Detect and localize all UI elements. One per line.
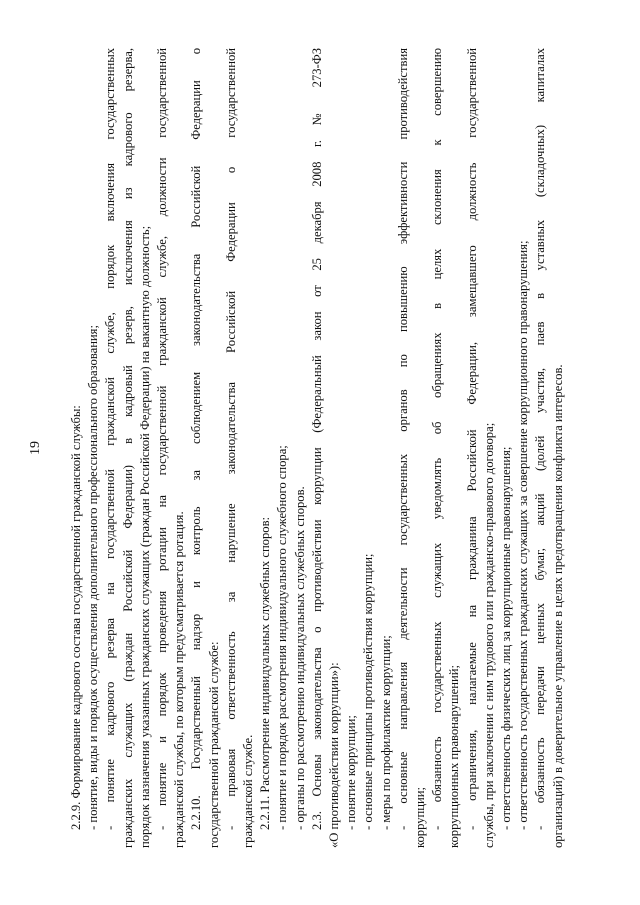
text-line: коррупционных правонарушений;	[447, 665, 462, 848]
text-line: коррупции;	[413, 787, 428, 848]
text-line: - меры по профилактике коррупции;	[378, 635, 393, 830]
text-line: - ответственность государственных гражданских служащих за совершение коррупционного правонарушения;	[516, 240, 531, 830]
text-line: 2.2.9. Формирование кадрового состава государственной гражданской службы:	[69, 405, 83, 830]
text-line: - понятие, виды и порядок осуществления дополнительного профессионального образования;	[86, 325, 101, 830]
page-number	[28, 428, 44, 468]
text-line: 2.3. Основы законодательства о противодействии коррупции (Федеральный закон от 25 декабря 2008 г. № 273-ФЗ	[309, 48, 324, 830]
text-line: «О противодействии коррупции»):	[327, 662, 342, 848]
page-number-text: 19	[28, 441, 43, 455]
text-line: 2.2.10. Государственный надзор и контроль за соблюдением законодательства Российской Федерации о	[189, 48, 204, 830]
text-line: - понятие и порядок проведения ротации на государственной гражданской службе, должности государственной	[155, 48, 170, 830]
text-line: - понятие коррупции;	[344, 715, 359, 830]
document-body	[68, 48, 588, 848]
text-line: - правовая ответственность за нарушение законодательства Российской Федерации о государственной	[223, 48, 238, 830]
text-line: порядок назначения указанных гражданских служащих (граждан Российской Федерации) на вакантную должность;	[137, 225, 152, 848]
text-line: 2.2.11. Рассмотрение индивидуальных служебных споров:	[258, 516, 273, 830]
text-line: - основные принципы противодействия коррупции;	[361, 553, 376, 830]
text-line: - ответственность физических лиц за коррупционные правонарушения;	[499, 446, 514, 830]
text-line: гражданской службе.	[241, 734, 256, 848]
text-line: - понятие и порядок рассмотрения индивидуального служебного спора;	[275, 445, 290, 830]
text-line: гражданской службы, по которым предусматривается ротация.	[172, 511, 187, 848]
text-line: государственной гражданской службе:	[206, 641, 221, 848]
text-line: - основные направления деятельности государственных органов по повышению эффективности противодействия	[395, 48, 410, 830]
text-line: гражданских служащих (граждан Российской Федерации) в кадровый резерв, исключения из кадрового резерва,	[120, 48, 135, 848]
text-line: организаций) в доверительное управление в целях предотвращения конфликта интересов.	[550, 364, 565, 848]
text-line: - ограничения, налагаемые на гражданина Российской Федерации, замещавшего должность государственной	[464, 48, 479, 830]
text-line: - органы по рассмотрению индивидуальных служебных споров.	[292, 486, 307, 830]
text-line: - обязанность государственных служащих уведомлять об обращениях в целях склонения к совершению	[430, 48, 445, 830]
text-line: - понятие кадрового резерва на государственной гражданской службе, порядок включения государственных	[103, 48, 118, 830]
text-line: - обязанность передачи ценных бумаг, акций (долей участия, паев в уставных (складочных) капиталах	[533, 48, 548, 830]
text-line: службы, при заключении с ним трудового или гражданско-правового договора;	[481, 422, 496, 848]
